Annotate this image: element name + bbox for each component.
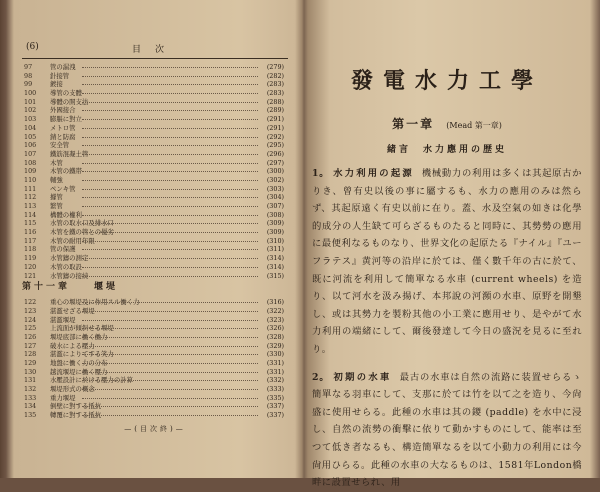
toc-leader-dots xyxy=(82,232,258,233)
toc-entry xyxy=(22,254,288,263)
toc-entry-text: 輔強 xyxy=(50,175,63,184)
toc-entry-page: (295) xyxy=(266,141,284,150)
toc-leader-dots xyxy=(82,302,258,303)
toc-entry-text: 外國接合 xyxy=(50,106,76,115)
toc-leader-dots xyxy=(82,328,258,329)
toc-entry-text: 安全管 xyxy=(50,141,70,150)
toc-leader-dots xyxy=(82,154,258,155)
toc-entry-page: (322) xyxy=(266,306,284,315)
chapter-name: 堰堤 xyxy=(94,282,119,293)
toc-page xyxy=(22,38,288,438)
toc-entry xyxy=(22,298,288,307)
toc-entry-number: 111 xyxy=(24,184,37,193)
toc-entry-text: 湛濫せざる堰堤 xyxy=(50,306,95,315)
toc-entry-number: 118 xyxy=(24,245,37,254)
toc-entry-number: 100 xyxy=(24,89,37,98)
toc-entry-page: (292) xyxy=(266,132,284,141)
toc-entry-page: (328) xyxy=(266,332,284,341)
toc-entry-text: 膨脹に對立 xyxy=(50,115,82,124)
toc-entry-page: (314) xyxy=(266,254,284,263)
toc-leader-dots xyxy=(82,197,258,198)
toc-entry-text: ペンキ管 xyxy=(50,184,76,193)
toc-entry-page: (297) xyxy=(266,158,284,167)
toc-entry-text: 構體の權利 xyxy=(50,210,82,219)
toc-entry-page: (337) xyxy=(266,402,284,411)
toc-leader-dots xyxy=(82,267,258,268)
toc-entry xyxy=(22,219,288,228)
toc-leader-dots xyxy=(82,223,258,224)
toc-leader-dots xyxy=(82,372,258,373)
toc-entry-text: 湛濫堰堤 xyxy=(50,315,76,324)
toc-entry-page: (279) xyxy=(266,63,284,71)
toc-leader-dots xyxy=(82,320,258,321)
paragraph-lead: 水力利用の起源 xyxy=(333,168,414,179)
toc-entry-page: (296) xyxy=(266,149,284,158)
toc-entry-text: 水管の取水口及排水口 xyxy=(50,219,114,228)
toc-leader-dots xyxy=(82,415,258,416)
toc-leader-dots xyxy=(82,128,258,129)
toc-entry-page: (304) xyxy=(266,193,284,202)
toc-entry-page: (335) xyxy=(266,393,284,402)
toc-title: 目次 xyxy=(131,45,178,55)
toc-leader-dots xyxy=(82,110,258,111)
toc-entry-page: (332) xyxy=(266,376,284,385)
toc-entry-number: 115 xyxy=(24,219,37,228)
toc-entry-number: 103 xyxy=(24,115,37,124)
toc-entry-number: 129 xyxy=(24,359,37,367)
toc-leader-dots xyxy=(82,276,258,277)
paragraph-number: 1。 xyxy=(312,168,330,179)
toc-entry-page: (314) xyxy=(266,262,284,271)
chapter-page xyxy=(312,38,582,489)
toc-entry-page: (315) xyxy=(266,271,284,280)
toc-entry xyxy=(22,150,288,159)
toc-entry-number: 114 xyxy=(24,210,37,219)
toc-leader-dots xyxy=(82,241,258,242)
toc-entry-text: 木管の取設 xyxy=(50,262,82,271)
toc-leader-dots xyxy=(82,67,258,68)
toc-entry-page: (323) xyxy=(266,315,284,324)
toc-entry xyxy=(22,272,288,281)
toc-leader-dots xyxy=(82,337,258,338)
toc-entry-number: 113 xyxy=(24,202,37,210)
toc-entry-text: 導體の開支法 xyxy=(50,97,89,106)
toc-entry-text: 越流堰堤に働く壓力 xyxy=(50,367,108,376)
toc-entry xyxy=(22,133,288,142)
toc-entry-page: (331) xyxy=(266,367,284,376)
toc-entry-text: 上流面が傾斜せる堰堤 xyxy=(50,324,114,333)
toc-entry xyxy=(22,106,288,115)
toc-leader-dots xyxy=(82,171,258,172)
toc-leader-dots xyxy=(82,76,258,77)
body-paragraph xyxy=(312,165,582,359)
toc-entry xyxy=(22,411,288,420)
toc-entry-number: 119 xyxy=(24,254,37,263)
toc-entry-text: 導管の支體 xyxy=(50,89,82,98)
toc-entry-number: 107 xyxy=(24,149,37,158)
toc-entry-page: (331) xyxy=(266,359,284,367)
toc-entry-number: 132 xyxy=(24,385,37,394)
toc-entry xyxy=(22,124,288,133)
toc-entry xyxy=(22,316,288,325)
toc-entry-page: (291) xyxy=(266,123,284,132)
chapter-title-text: 第一章 xyxy=(392,117,435,131)
toc-entry xyxy=(22,342,288,351)
toc-leader-dots xyxy=(82,249,258,250)
toc-entry-text: 鍍接 xyxy=(50,80,63,89)
paragraph-lead: 初期の水車 xyxy=(333,371,392,383)
toc-entry-page: (309) xyxy=(266,219,284,228)
toc-entry-text: 管の漏洩 xyxy=(50,63,76,71)
toc-entry xyxy=(22,176,288,185)
toc-entry-text: 水管鑄の測定 xyxy=(50,254,89,263)
toc-leader-dots xyxy=(82,215,258,216)
toc-entry-page: (307) xyxy=(266,202,284,210)
toc-entry-text: 針接管 xyxy=(50,71,70,80)
book-title: 發電水力工學 xyxy=(350,68,543,94)
toc-entry xyxy=(22,307,288,316)
toc-entry-page: (309) xyxy=(266,228,284,237)
toc-entry-text: 木管を鐵の管との優劣 xyxy=(50,228,114,237)
toc-entry-text: 轉覆に對する抵抗 xyxy=(50,411,102,420)
toc-entry-page: (288) xyxy=(266,97,284,106)
toc-entry-page: (329) xyxy=(266,341,284,350)
paragraph-text: 機械動力の利用は多くは其起原古かりき、曾有史以後の事に屬するも、水力の應用のみは然らず、其起原遠く有史以前に在り。蓋、水及空氣の如きは化學的成分の人生缺て可らざるものたると同時に、其勢勢の應用に最便利なるものなり、世界文化の起原たる『ナイル』『ユーフラテス』黄河等の沿岸に於ては、僅く數千年の古に於て、既に河流を利用して簡單なる水車 (current wheels) を造り、以て河水を汲み揚げ、本邦說の河瀕の水車、原野を開墾し、或は其勢力を製粉其他の小工業に應用せり、是やがて水力利用の端緒にして、爾後發達して今日の盛況を見るに至れり。 xyxy=(312,168,582,355)
toc-entry-number: 135 xyxy=(24,411,37,420)
toc-entry-page: (291) xyxy=(266,115,284,124)
toc-entry-text: 堰堤形式の概念 xyxy=(50,385,95,394)
toc-leader-dots xyxy=(82,258,258,259)
toc-leader-dots xyxy=(82,119,258,120)
toc-entry-number: 110 xyxy=(24,175,37,184)
toc-header xyxy=(22,38,288,59)
toc-entry-number: 98 xyxy=(24,71,33,80)
toc-entry-text: 重力堰堤 xyxy=(50,393,76,402)
toc-entry-text: 水壓設計に於ける壓力の計算 xyxy=(50,376,134,385)
toc-list-2 xyxy=(22,298,288,420)
toc-leader-dots xyxy=(82,145,258,146)
toc-leader-dots xyxy=(82,163,258,164)
toc-entry-number: 128 xyxy=(24,350,37,359)
toc-entry xyxy=(22,159,288,168)
toc-entry xyxy=(22,376,288,385)
toc-entry-number: 123 xyxy=(24,306,37,315)
toc-entry-number: 101 xyxy=(24,97,37,106)
toc-leader-dots xyxy=(82,102,258,103)
toc-entry-text: 繁管 xyxy=(50,202,63,210)
toc-entry-page: (302) xyxy=(266,175,284,184)
chapter-heading xyxy=(22,280,288,294)
toc-entry-number: 116 xyxy=(24,228,37,237)
toc-entry xyxy=(22,350,288,359)
toc-entry xyxy=(22,80,288,89)
toc-entry-number: 121 xyxy=(24,271,37,280)
toc-entry-text: 水管鑄の接続 xyxy=(50,271,89,280)
toc-entry-page: (283) xyxy=(266,80,284,89)
toc-leader-dots xyxy=(82,206,258,207)
toc-entry-text: 木管の鐵帯 xyxy=(50,167,82,176)
toc-entry-page: (311) xyxy=(266,245,284,254)
toc-entry xyxy=(22,359,288,368)
toc-entry-text: 木管の耐用年限 xyxy=(50,236,95,245)
toc-entry-text: 錆と防腐 xyxy=(50,132,76,141)
toc-entry-page: (303) xyxy=(266,184,284,193)
toc-entry-text: 堰堤底部に働く働力 xyxy=(50,332,108,341)
toc-leader-dots xyxy=(82,189,258,190)
toc-entry xyxy=(22,263,288,272)
toc-entry xyxy=(22,89,288,98)
toc-entry-text: 木管 xyxy=(50,158,63,167)
toc-leader-dots xyxy=(82,398,258,399)
toc-entry-text: 重心の堰堤及に作用スル働く力 xyxy=(50,298,140,307)
toc-entry-number: 125 xyxy=(24,324,37,333)
toc-entry-number: 105 xyxy=(24,132,37,141)
toc-entry-number: 109 xyxy=(24,167,37,176)
toc-entry-page: (337) xyxy=(266,411,284,420)
toc-entry xyxy=(22,228,288,237)
toc-entry-page: (300) xyxy=(266,167,284,176)
toc-entry-page: (308) xyxy=(266,210,284,219)
toc-entry-page: (283) xyxy=(266,89,284,98)
toc-entry-text: 管の保護 xyxy=(50,245,76,254)
toc-entry-number: 133 xyxy=(24,393,37,402)
toc-entry xyxy=(22,185,288,194)
paragraph-number: 2。 xyxy=(312,371,330,383)
toc-entry-number: 130 xyxy=(24,367,37,376)
page-marker: (6) xyxy=(26,42,39,52)
toc-entry-number: 127 xyxy=(24,341,37,350)
toc-entry-number: 112 xyxy=(24,193,37,202)
toc-entry xyxy=(22,63,288,72)
toc-entry-text: 鐵筋混凝土管 xyxy=(50,149,89,158)
toc-leader-dots xyxy=(82,363,258,364)
toc-end-mark: —(目次終)— xyxy=(124,424,186,433)
toc-leader-dots xyxy=(82,389,258,390)
toc-leader-dots xyxy=(82,180,258,181)
toc-entry-number: 97 xyxy=(24,63,33,71)
toc-entry-text: 據管 xyxy=(50,193,63,202)
toc-entry xyxy=(22,385,288,394)
chapter-title xyxy=(312,115,582,132)
toc-entry-number: 126 xyxy=(24,332,37,341)
toc-entry-number: 120 xyxy=(24,262,37,271)
toc-entry xyxy=(22,245,288,254)
toc-entry-number: 131 xyxy=(24,376,37,385)
paragraphs xyxy=(312,165,582,492)
toc-entry-number: 104 xyxy=(24,123,37,132)
toc-entry-number: 99 xyxy=(24,80,33,89)
toc-leader-dots xyxy=(82,346,258,347)
toc-entry-number: 117 xyxy=(24,236,37,245)
toc-entry-text: 地盤に働く力の分布 xyxy=(50,359,108,367)
toc-leader-dots xyxy=(82,84,258,85)
toc-entry-number: 124 xyxy=(24,315,37,324)
chapter-subtitle: (Mead 第一章) xyxy=(446,121,502,130)
toc-entry-number: 108 xyxy=(24,158,37,167)
toc-entry-page: (316) xyxy=(266,298,284,307)
toc-leader-dots xyxy=(82,380,258,381)
toc-entry-page: (326) xyxy=(266,324,284,333)
toc-entry-number: 102 xyxy=(24,106,37,115)
paragraph-text: 最古の水車は自然の流路に装置せらるゝ簡單なる羽車にして、支那に於ては竹を以て之を造り、今尙盛に使用せらる。此種の水車は其の鑁 (paddle) を水中に浸し、自然の流勢の衝擊に依りて動かすものにして、能率は至つて低き者なるも、構造簡單なるを以て小動力の利用には今尙用ひらる。此種の水車の大なるものは、1581年London橋畔に設置せられ、用 xyxy=(312,371,582,489)
toc-leader-dots xyxy=(82,137,258,138)
toc-entry xyxy=(22,167,288,176)
toc-entry xyxy=(22,193,288,202)
toc-entry-number: 122 xyxy=(24,298,37,307)
toc-entry xyxy=(22,202,288,211)
toc-entry xyxy=(22,324,288,333)
chapter-number: 第十一章 xyxy=(22,282,71,293)
toc-entry-page: (330) xyxy=(266,350,284,359)
toc-entry-page: (333) xyxy=(266,385,284,394)
toc-entry xyxy=(22,115,288,124)
toc-entry-page: (310) xyxy=(266,236,284,245)
toc-leader-dots xyxy=(82,311,258,312)
toc-list xyxy=(22,63,288,280)
toc-entry-text: 倒壁に對する抵抗 xyxy=(50,402,102,411)
toc-entry xyxy=(22,333,288,342)
toc-entry-page: (289) xyxy=(266,106,284,115)
section-title: 緒言 水力應用の歴史 xyxy=(386,145,507,155)
toc-entry-number: 106 xyxy=(24,141,37,150)
toc-leader-dots xyxy=(82,406,258,407)
toc-entry-text: 湛濫によりてする笑力 xyxy=(50,350,114,359)
toc-leader-dots xyxy=(82,93,258,94)
toc-leader-dots xyxy=(82,354,258,355)
toc-entry-text: メトロ管 xyxy=(50,123,76,132)
body-paragraph xyxy=(312,369,582,492)
toc-entry-page: (282) xyxy=(266,71,284,80)
toc-entry xyxy=(22,141,288,150)
toc-entry-text: 破水による壓力 xyxy=(50,341,95,350)
toc-entry xyxy=(22,402,288,411)
toc-entry-number: 134 xyxy=(24,402,37,411)
